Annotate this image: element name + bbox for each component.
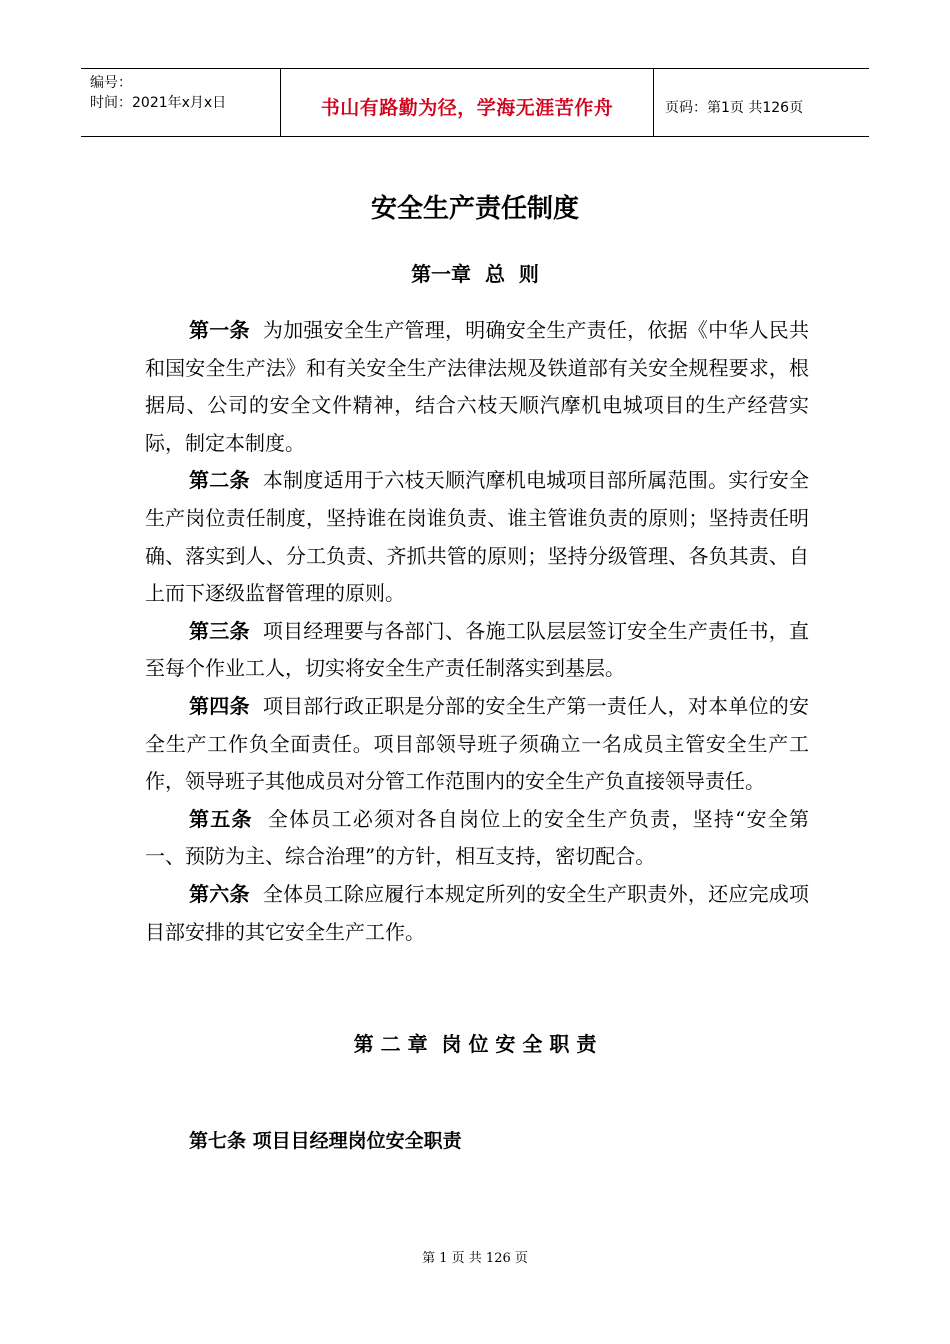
article-paragraph <box>145 876 809 951</box>
article-label: 第四条 <box>189 693 250 718</box>
document-date-label: 时间：2021年x月x日 <box>90 95 227 111</box>
article-label: 第一条 <box>189 318 250 342</box>
article-text: 全体员工必须对各自岗位上的安全生产负责，坚持“安全第一、预防为主、综合治理”的方针，相互支持，密切配合。 <box>145 806 810 869</box>
article-label: 第三条 <box>189 618 250 643</box>
article-7-heading: 第七条 项目目经理岗位安全职责 <box>189 1130 462 1152</box>
chapter-1-body <box>145 312 809 951</box>
article-text: 项目部行政正职是分部的安全生产第一责任人，对本单位的安全生产工作负全面责任。项目部领导班子须确立一名成员主管安全生产工作，领导班子其他成员对分管工作范围内的安全生产负直接领导责任。 <box>145 693 810 794</box>
article-text: 全体员工除应履行本规定所列的安全生产职责外，还应完成项目部安排的其它安全生产工作。 <box>145 881 810 944</box>
article-paragraph <box>145 462 809 612</box>
article-paragraph <box>145 688 809 801</box>
chapter-1-heading: 第一章 总 则 <box>411 262 539 286</box>
header-motto-cell <box>281 69 654 136</box>
document-title: 安全生产责任制度 <box>370 194 579 224</box>
header-page-info: 页码：第1页 共126页 <box>665 99 804 116</box>
document-number-label: 编号： <box>90 75 132 91</box>
article-label: 第六条 <box>189 881 250 906</box>
header-meta-cell <box>81 69 281 136</box>
article-label: 第二条 <box>189 468 250 493</box>
chapter-2-heading: 第 二 章 岗 位 安 全 职 责 <box>353 1032 597 1056</box>
article-paragraph <box>145 312 809 462</box>
article-text: 本制度适用于六枝天顺汽摩机电城项目部所属范围。实行安全生产岗位责任制度，坚持谁在岗谁负责、谁主管谁负责的原则；坚持责任明确、落实到人、分工负责、齐抓共管的原则；坚持分级管理、各负其责、自上而下逐级监督管理的原则。 <box>145 468 810 606</box>
header-motto: 书山有路勤为径，学海无涯苦作舟 <box>320 97 614 119</box>
article-text: 项目经理要与各部门、各施工队层层签订安全生产责任书，直至每个作业工人，切实将安全生产责任制落实到基层。 <box>145 618 810 681</box>
article-label: 第五条 <box>189 806 253 831</box>
header-page-cell <box>654 69 869 136</box>
article-paragraph <box>145 613 809 688</box>
page-footer: 第 1 页 共 126 页 <box>422 1251 528 1266</box>
article-paragraph <box>145 801 809 876</box>
article-text: 为加强安全生产管理，明确安全生产责任，依据《中华人民共和国安全生产法》和有关安全生产法律法规及铁道部有关安全规程要求，根据局、公司的安全文件精神，结合六枝天顺汽摩机电城项目的生产经营实际，制定本制度。 <box>145 318 810 455</box>
header-table <box>81 68 869 137</box>
